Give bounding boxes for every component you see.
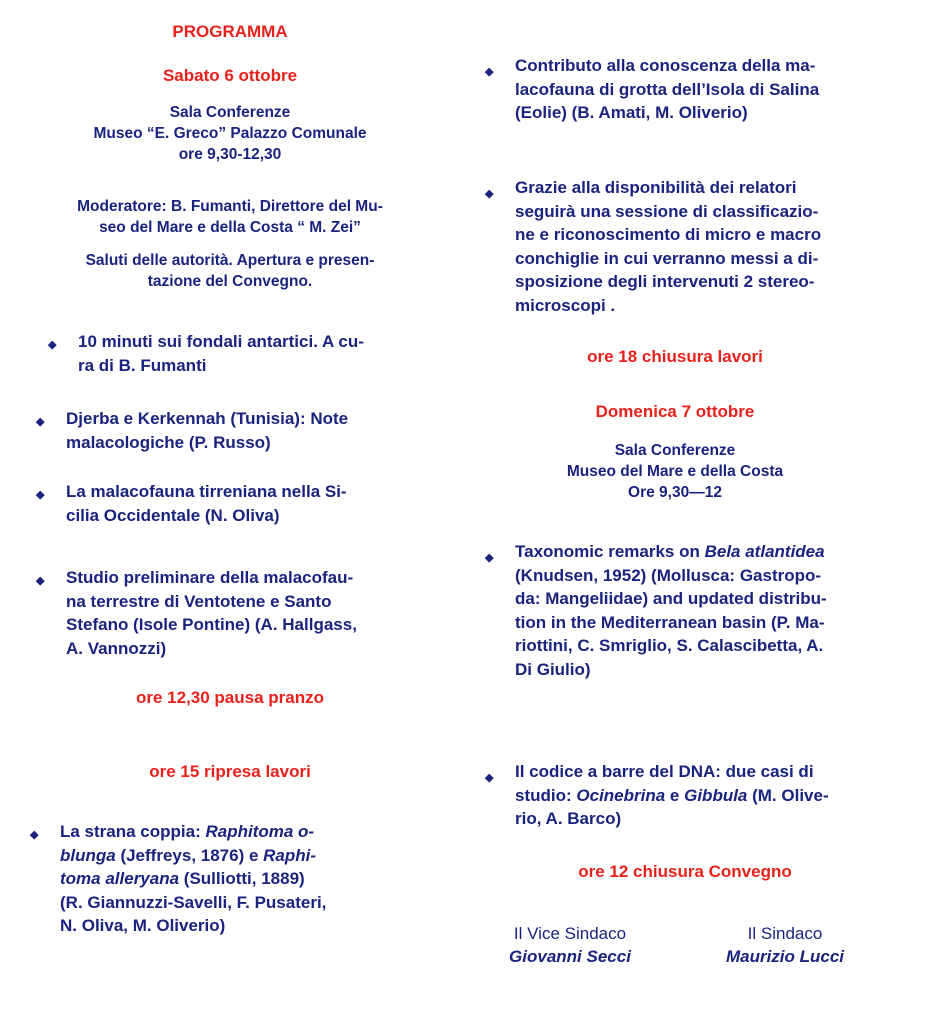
talk-line: lacofauna di grotta dell’Isola di Salina [515,79,820,99]
talk-line: seguirà una sessione di classificazio- [515,201,819,221]
diamond-bullet-icon: ◆ [485,552,494,564]
resume-session: ore 15 ripresa lavori [149,762,311,781]
talk-item [48,330,413,377]
talk-line: Di Giulio) [515,659,591,679]
lunch-break: ore 12,30 pausa pranzo [135,688,325,707]
italic-run: Ocinebrina [576,785,666,805]
diamond-bullet-icon: ◆ [485,66,494,78]
conference-close: ore 12 chiusura Convegno [578,862,792,881]
text-run: Taxonomic remarks on [515,542,705,561]
talk-line: (Eolie) (B. Amati, M. Oliverio) [515,103,748,122]
signature-mayor [700,924,870,967]
text-run: (Jeffreys, 1876) e [115,845,264,865]
talk-line: Grazie alla disponibilità dei relatori [515,178,797,197]
talk-line: cilia Occidentale (N. Oliva) [66,505,280,525]
talk-item [485,54,880,125]
talk-line: tion in the Mediterranean basin (P. Ma- [515,612,825,632]
talk-line: ne e riconoscimento di micro e macro [515,225,822,244]
venue2-line: Museo del Mare e della Costa [566,463,784,480]
talk-line: (Knudsen, 1952) (Mollusca: Gastropo- [515,565,822,585]
day1-heading: Sabato 6 ottobre [162,66,298,85]
talk-item [485,176,880,317]
talk-line: Studio preliminare della malacofau- [66,568,354,587]
day2-heading: Domenica 7 ottobre [595,402,755,421]
venue1-line: Museo “E. Greco” Palazzo Comunale [93,125,367,142]
talk-line: 10 minuti sui fondali antartici. A cu- [78,332,364,351]
talk-line: rio, A. Barco) [515,809,622,828]
italic-run: Gibbula [684,785,748,805]
italic-run: blunga [60,845,116,865]
talk-line: Contributo alla conoscenza della ma- [515,56,816,75]
signature-title: Il Sindaco [747,924,823,943]
talk-item [36,480,408,527]
talk-item [485,760,880,831]
talk-line: malacologiche (P. Russo) [66,432,271,452]
talk-item [36,566,416,660]
session-close: ore 18 chiusura lavori [587,347,763,366]
signature-name: Giovanni Secci [509,947,631,966]
diamond-bullet-icon: ◆ [36,416,45,428]
talk-line [60,844,382,868]
talk-item [36,407,416,454]
greetings-line: Saluti delle autorità. Apertura e presen- [85,252,375,269]
text-run: La strana coppia: [60,822,206,841]
talk-line [60,820,382,844]
diamond-bullet-icon: ◆ [36,575,45,587]
talk-item [485,540,880,681]
talk-line: ra di B. Fumanti [78,355,207,375]
venue2 [485,440,865,503]
diamond-bullet-icon: ◆ [30,829,39,841]
talk-line: A. Vannozzi) [66,638,167,658]
talk-line: riottini, C. Smriglio, S. Calascibetta, A. [515,636,824,655]
talk-line: da: Mangeliidae) and updated distribu- [515,589,827,608]
talk-line: N. Oliva, M. Oliverio) [60,916,226,935]
venue1-line: Sala Conferenze [169,104,291,121]
talk-line: La malacofauna tirreniana nella Si- [66,482,347,501]
talk-line: Djerba e Kerkennah (Tunisia): Note [66,409,349,428]
talk-line: Stefano (Isole Pontine) (A. Hallgass, [66,615,357,634]
italic-run: Raphi- [263,845,317,865]
diamond-bullet-icon: ◆ [485,188,494,200]
italic-run: Bela atlantidea [704,542,825,561]
greetings [40,250,420,292]
venue2-line: Sala Conferenze [614,442,736,459]
venue1 [40,102,420,165]
talk-line: sposizione degli intervenuti 2 stereo- [515,272,815,291]
text-run: studio: [515,785,577,805]
text-run: (M. Olive- [747,785,829,805]
moderator-line: seo del Mare e della Costa “ M. Zei” [99,219,361,236]
signature-title: Il Vice Sindaco [513,924,627,943]
diamond-bullet-icon: ◆ [36,489,45,501]
signature-name: Maurizio Lucci [725,947,845,966]
signature-vice-mayor [485,924,655,967]
talk-line [515,540,880,564]
talk-line: conchiglie in cui verranno messi a di- [515,248,819,268]
italic-run: Raphitoma o- [205,822,315,841]
diamond-bullet-icon: ◆ [485,772,494,784]
moderator-line: Moderatore: B. Fumanti, Direttore del Mu- [77,198,383,215]
talk-line: na terrestre di Ventotene e Santo [66,591,332,611]
venue2-line: Ore 9,30—12 [628,484,722,501]
text-run: (Sulliotti, 1889) [179,869,305,888]
greetings-line: tazione del Convegno. [147,273,313,290]
moderator [40,196,420,238]
talk-line [515,784,880,808]
talk-line: Il codice a barre del DNA: due casi di [515,762,814,781]
talk-line [60,867,382,891]
talk-line: microscopi . [515,295,616,315]
diamond-bullet-icon: ◆ [48,339,57,351]
italic-run: toma alleryana [60,869,180,888]
venue1-line: ore 9,30-12,30 [178,146,282,163]
text-run: e [665,785,685,805]
talk-item [30,820,382,938]
programma-heading: PROGRAMMA [172,22,288,41]
talk-line: (R. Giannuzzi-Savelli, F. Pusateri, [60,892,327,912]
